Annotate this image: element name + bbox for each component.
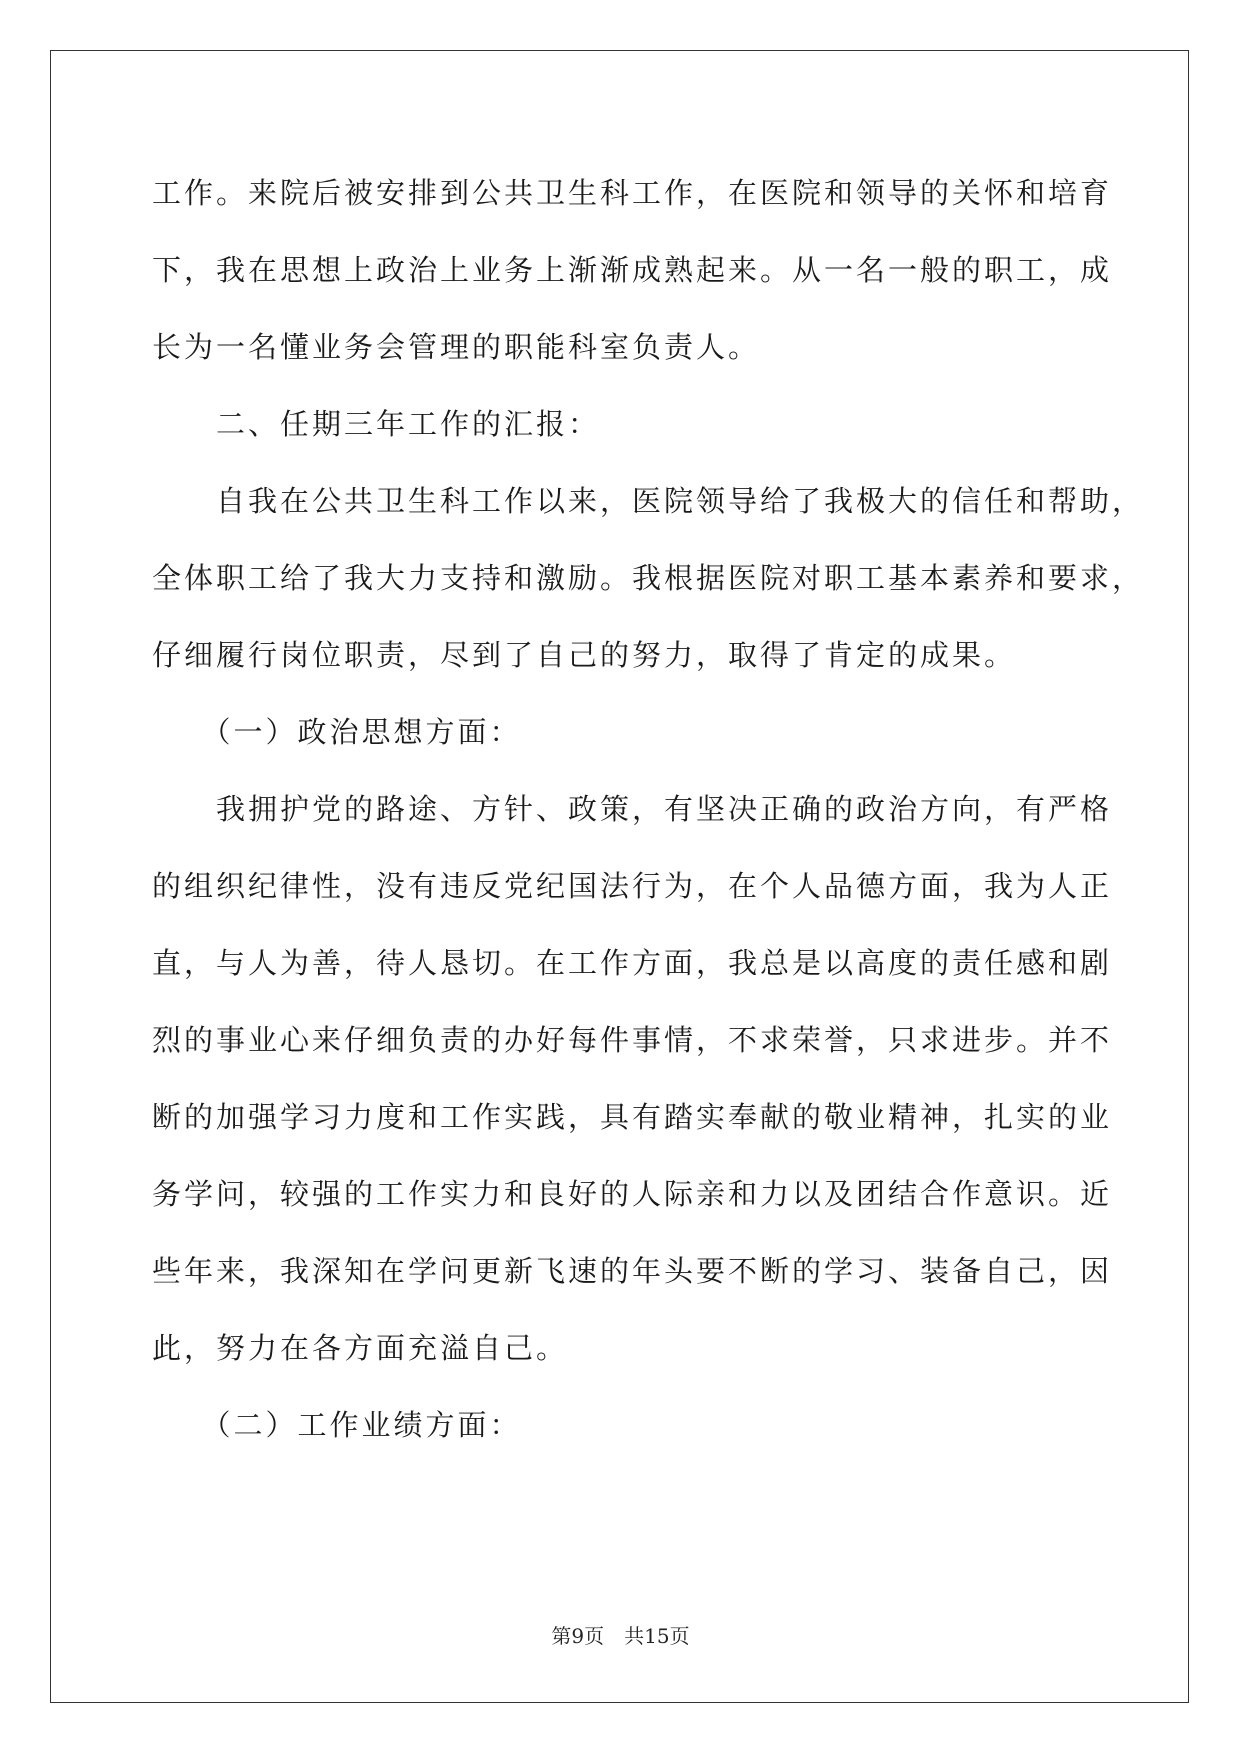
subsection-heading: （一）政治思想方面： (152, 715, 522, 749)
text-line: 务学问，较强的工作实力和良好的人际亲和力以及团结合作意识。近 (152, 1177, 1113, 1211)
text-line: 仔细履行岗位职责，尽到了自己的努力，取得了肯定的成果。 (152, 638, 1017, 672)
text-line: 长为一名懂业务会管理的职能科室负责人。 (152, 330, 761, 364)
text-line: 我拥护党的路途、方针、政策，有坚决正确的政治方向，有严格 (152, 792, 1113, 826)
text-line: 此，努力在各方面充溢自己。 (152, 1331, 569, 1365)
text-line: 断的加强学习力度和工作实践，具有踏实奉献的敬业精神，扎实的业 (152, 1100, 1113, 1134)
text-line: 直，与人为善，待人恳切。在工作方面，我总是以高度的责任感和剧 (152, 946, 1113, 980)
section-heading: 二、任期三年工作的汇报： (152, 407, 601, 441)
text-line: 工作。来院后被安排到公共卫生科工作，在医院和领导的关怀和培育 (152, 176, 1113, 210)
text-line: 些年来，我深知在学问更新飞速的年头要不断的学习、装备自己，因 (152, 1254, 1113, 1288)
text-line: 烈的事业心来仔细负责的办好每件事情，不求荣誉，只求进步。并不 (152, 1023, 1113, 1057)
page-footer (0, 1620, 1241, 1649)
page-number: 第9页 共15页 (551, 1624, 690, 1648)
text-line: 自我在公共卫生科工作以来，医院领导给了我极大的信任和帮助， (152, 484, 1145, 518)
text-line: 全体职工给了我大力支持和激励。我根据医院对职工基本素养和要求， (152, 561, 1145, 595)
document-body (152, 155, 1145, 1464)
text-line: 的组织纪律性，没有违反党纪国法行为，在个人品德方面，我为人正 (152, 869, 1113, 903)
subsection-heading: （二）工作业绩方面： (152, 1408, 522, 1442)
text-line: 下，我在思想上政治上业务上渐渐成熟起来。从一名一般的职工，成 (152, 253, 1113, 287)
